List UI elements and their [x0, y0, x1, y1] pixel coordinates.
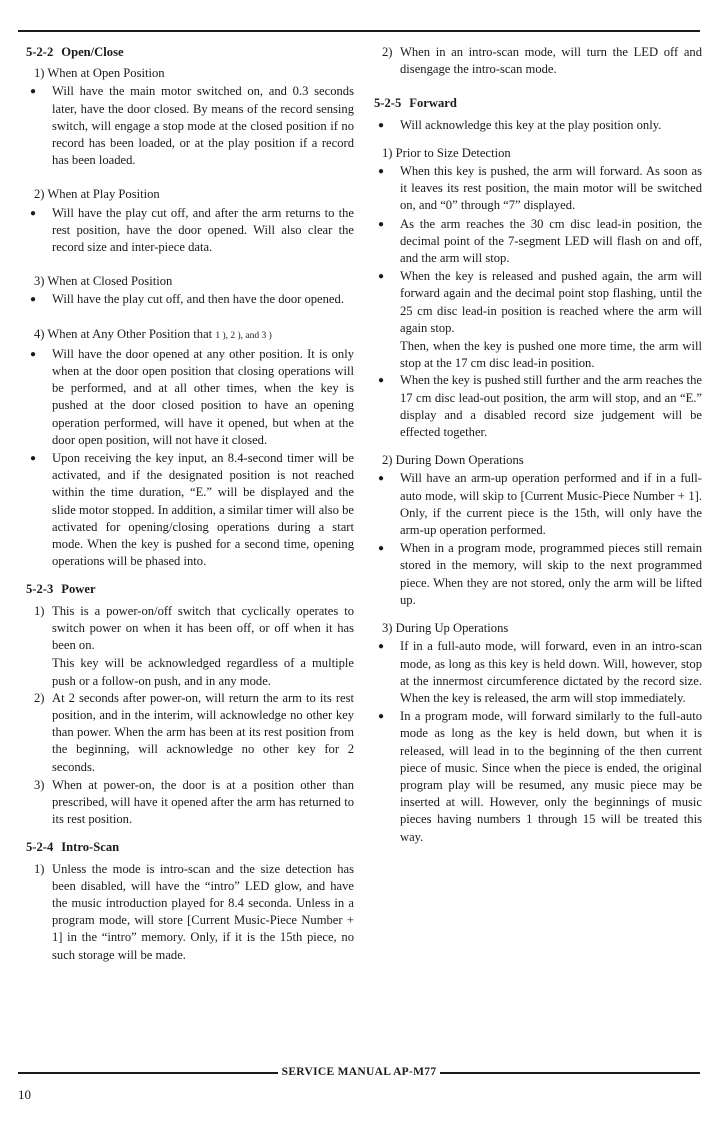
numbered-paragraph — [26, 603, 354, 655]
continuation-paragraph: This key will be acknowledged regardless of a multiple push or a follow-on push, and in any mode. — [52, 656, 354, 688]
numbered-paragraph — [374, 44, 702, 78]
paragraph-text: When at power-on, the door is at a position other than prescribed, will have it opened after the arm has returned to its rest position. — [52, 777, 354, 827]
section-title: Forward — [409, 96, 457, 111]
bullet-paragraph: ● In a program mode, will forward similarly to the full-auto mode as long as the key is held down, but when it is released, will lead in to the beginning of the then current piece of music. Since when the piece is ended, the original program play will be resumed, any music piece may be inserted at will. However, only the beginnings of music pieces having numbers 1 through 15 will be treated this way. — [374, 708, 702, 846]
footer-rule-right — [440, 1072, 700, 1074]
section-heading-intro-scan — [26, 839, 354, 856]
item-number: 3) — [34, 777, 45, 792]
section-number: 5-2-5 — [374, 96, 402, 111]
numbered-paragraph — [26, 690, 354, 776]
bullet-paragraph: ● As the arm reaches the 30 cm disc lead-in position, the decimal point of the 7-segment LED will flash on and off, and the arm will stop. — [374, 216, 702, 268]
bullet-paragraph: ● When in a program mode, programmed pieces still remain stored in the memory, will skip to the next programmed piece. When they are not stored, only the arm will be lifted up. — [374, 540, 702, 609]
paragraph-text: At 2 seconds after power-on, will return the arm to its rest position, and in the interim, will acknowledge no other key than power. When the arm has been at its rest position from the beginning, will acknowledge no other key for 2 seconds. — [52, 690, 354, 774]
item-heading: 3) When at Closed Position — [34, 274, 173, 289]
section-title: Intro-Scan — [61, 840, 120, 855]
bullet-paragraph: ● Will have the play cut off, and after the arm returns to the rest position, have the door opened. Will also clear the record size and inter-piece data. — [26, 205, 354, 257]
item-number: 1) — [34, 603, 45, 618]
section-number: 5-2-3 — [26, 582, 54, 597]
bullet-paragraph: ● When this key is pushed, the arm will forward. As soon as it leaves its rest position, the main motor will be switched on, and “0” through “7” displayed. — [374, 163, 702, 215]
item-heading: 1) When at Open Position — [34, 66, 165, 81]
item-heading: 1) Prior to Size Detection — [382, 145, 511, 160]
numbered-paragraph — [26, 861, 354, 964]
section-heading-forward — [374, 95, 702, 112]
bullet-paragraph: ● When the key is pushed still further and the arm reaches the 17 cm disc lead-out position, the arm will stop, and an “E.” display and a disabled record size judgement will be effected together. — [374, 372, 702, 441]
section-number: 5-2-4 — [26, 840, 54, 855]
section-number: 5-2-2 — [26, 45, 54, 59]
section-heading-power — [26, 581, 354, 598]
item-number: 2) — [382, 45, 393, 59]
item-heading-text: 4) When at Any Other Position that — [34, 326, 213, 341]
item-heading-refs: 1 ), 2 ), and 3 ) — [215, 330, 272, 341]
bullet-paragraph: ● Upon receiving the key input, an 8.4-second timer will be activated, and if the designated position is not reached within the time duration, “E.” will be displayed and the slide motor stopped. In addition, a similar timer will also be activated for opening/closing operations during a start mode. When the key is pushed for a second time, opening operations will be phased into. — [26, 450, 354, 570]
section-title: Power — [61, 582, 96, 597]
footer — [18, 1064, 700, 1081]
right-column — [374, 44, 702, 847]
bullet-paragraph: ● Will have the play cut off, and then have the door opened. — [26, 291, 354, 308]
footer-rule-left — [18, 1072, 278, 1074]
paragraph-text: When in an intro-scan mode, will turn the LED off and disengage the intro-scan mode. — [400, 45, 702, 77]
page-number: 10 — [18, 1087, 31, 1102]
section-heading-open-close — [26, 44, 354, 61]
left-column — [26, 44, 354, 965]
item-heading — [34, 326, 354, 345]
bullet-paragraph: ● Will have the main motor switched on, and 0.3 seconds later, have the door closed. By means of the record sensing switch, will engage a stop mode at the closed position if no record has been loaded, or at the play position if a record has been loaded. — [26, 83, 354, 169]
paragraph-text: Unless the mode is intro-scan and the size detection has been disabled, will have the “intro” LED glow, and have the music introduction played for 8.4 seconda. Unless in a program mode, will store [Current Music-Piece Number + 1] in the “intro” memory. Only, if it is the 15th piece, no such storage will be made. — [52, 861, 354, 962]
top-rule — [18, 30, 700, 32]
paragraph-text: This is a power-on/off switch that cyclically operates to switch power on when it has been off, or off when it has been on. — [52, 603, 354, 653]
item-heading: 3) During Up Operations — [382, 621, 509, 636]
item-heading: 2) During Down Operations — [382, 453, 524, 468]
numbered-paragraph — [26, 777, 354, 829]
item-number: 2) — [34, 690, 45, 705]
bullet-paragraph: ● When the key is released and pushed again, the arm will forward again and the decimal point stop flashing, until the 25 cm disc lead-in position is reached where the arm will again stop. — [374, 268, 702, 337]
bullet-paragraph: ● Will have an arm-up operation performed and if in a full-auto mode, will skip to [Current Music-Piece Number + 1]. Only, if the current piece is the 15th, will only have the arm-up operation performed. — [374, 470, 702, 539]
bullet-paragraph: ● If in a full-auto mode, will forward, even in an intro-scan mode, as long as this key is held down. Will, however, stop at the innermost circumference dictated by the record size. When the key is released, the arm will stop immediately. — [374, 638, 702, 707]
section-title: Open/Close — [61, 45, 124, 59]
item-number: 1) — [34, 861, 45, 876]
continuation-paragraph: Then, when the key is pushed one more time, the arm will stop at the 17 cm disc lead-in position. — [400, 339, 702, 371]
footer-label: SERVICE MANUAL AP-M77 — [281, 1066, 437, 1078]
bullet-paragraph: ● Will have the door opened at any other position. It is only when at the door open position that closing operations will be performed, and at all other times, when the key is pushed at the door closed position to have an opening operation performed, will have it opened, but when at the door open position, will not have it closed. — [26, 346, 354, 449]
bullet-paragraph: ● Will acknowledge this key at the play position only. — [374, 117, 702, 134]
item-heading: 2) When at Play Position — [34, 187, 160, 202]
